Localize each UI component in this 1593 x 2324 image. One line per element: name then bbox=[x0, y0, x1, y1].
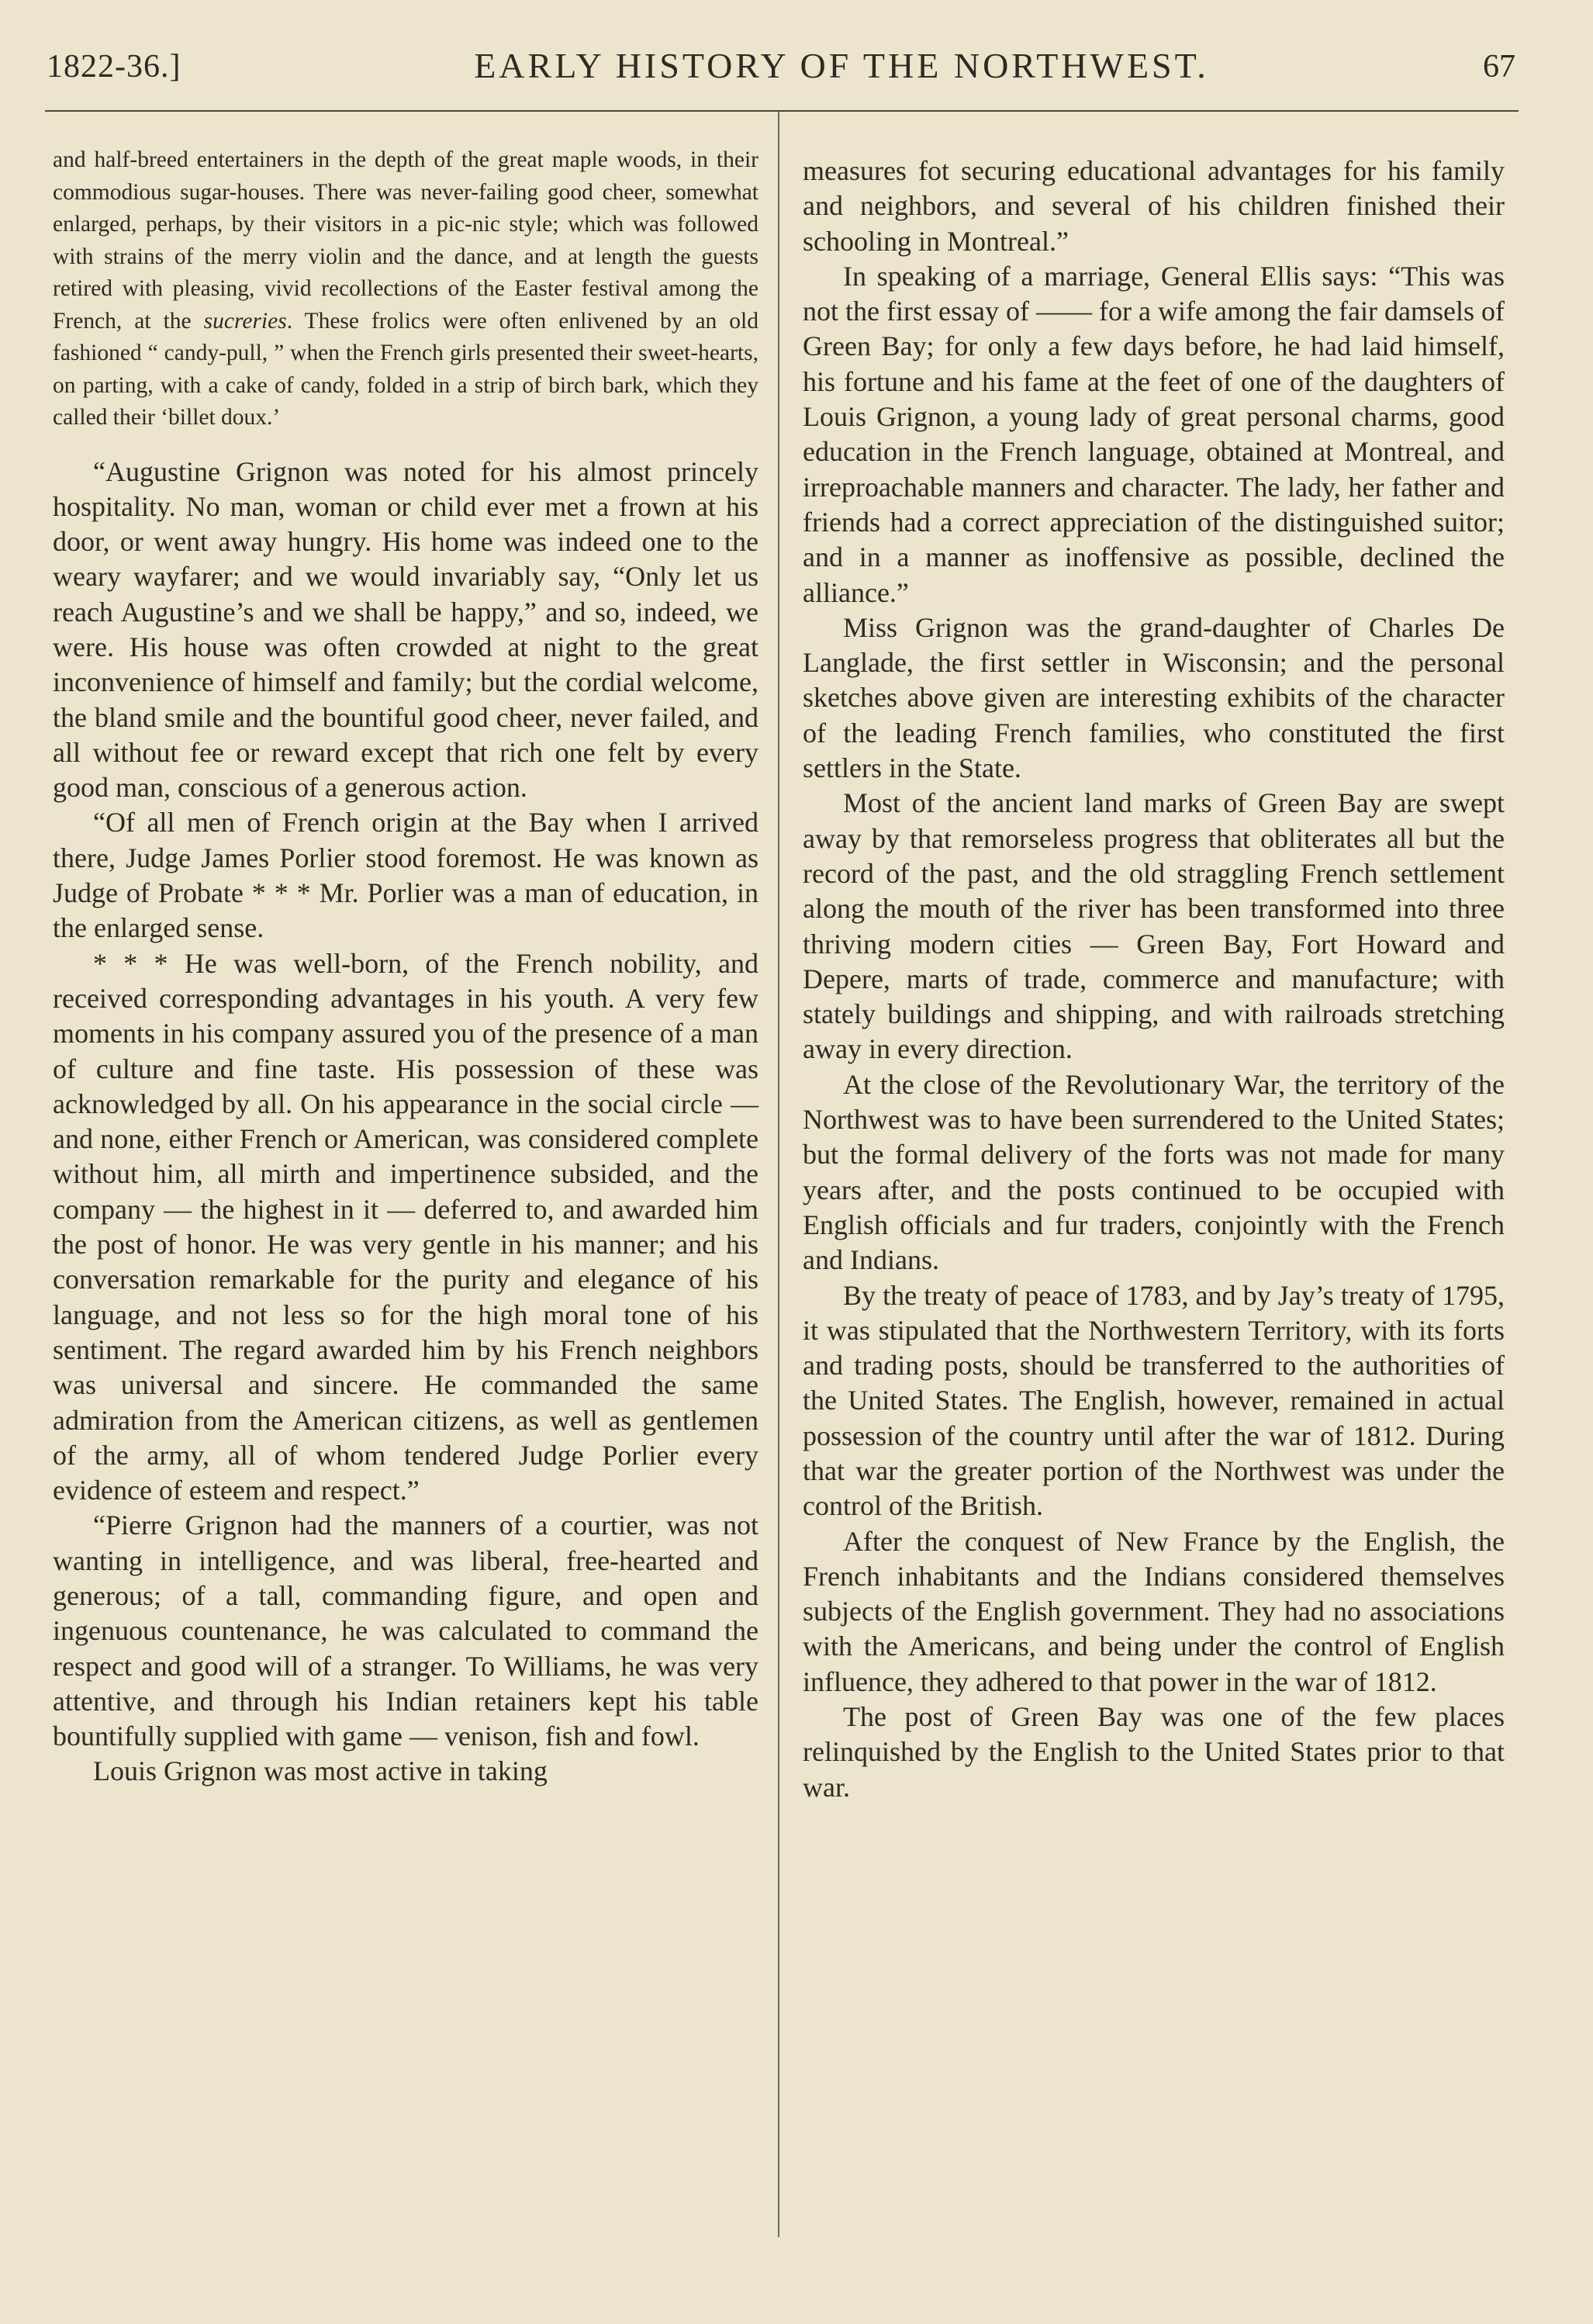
quotation-italic-term: sucreries bbox=[203, 308, 287, 334]
header-title: EARLY HISTORY OF THE NORTHWEST. bbox=[474, 46, 1209, 85]
running-header bbox=[47, 40, 1515, 95]
paragraph-continued: measures fot securing educational advantages for his family and neighbors, and several of his children finished their schooling in Montreal.” bbox=[803, 155, 1505, 257]
quotation-text: . These frolics were often enlivened by an old fashioned “ candy-pull, ” when the French girls presented their sweet-hearts, on parting, with a cake of candy, folded in a strip of birch bark, which they called their ‘billet doux.’ bbox=[53, 308, 758, 430]
paragraph: “Pierre Grignon had the manners of a courtier, was not wanting in intelligence, and was liberal, free-hearted and generous; of a tall, commanding figure, and open and ingenuous countenance, he was calculated to command the respect and good will of a stranger. To Williams, he was very attentive, and through his Indian retainers kept his table bountifully supplied with game — venison, fish and fowl. bbox=[53, 1510, 758, 1752]
quotation-paragraph bbox=[53, 144, 758, 434]
left-body-text bbox=[53, 455, 758, 1790]
paragraph: * * * He was well-born, of the French nobility, and received corresponding advantages in his youth. A very few moments in his company assured you of the presence of a man of culture and fine taste. His possession of these was acknowledged by all. On his appearance in the social circle — and none, either French or American, was considered complete without him, all mirth and impertinence subsided, and the company — the highest in it — deferred to, and awarded him the post of honor. He was very gentle in his manner; and his conversation remarkable for the purity and elegance of his language, and not less so for the high moral tone of his sentiment. The regard awarded him by his French neighbors was universal and sincere. He commanded the same admiration from the American citizens, as well as gentlemen of the army, all of whom tendered Judge Porlier every evidence of esteem and respect.” bbox=[53, 947, 758, 1506]
header-rule bbox=[45, 110, 1519, 112]
column-divider bbox=[778, 112, 779, 2237]
paragraph: Miss Grignon was the grand-daughter of Charles De Langlade, the first settler in Wisconsin; and the personal sketches above given are interesting exhibits of the character of the leading French families, who constituted the first settlers in the State. bbox=[803, 611, 1505, 784]
right-column bbox=[803, 154, 1505, 1805]
paragraph: “Of all men of French origin at the Bay when I arrived there, Judge James Porlier stood foremost. He was known as Judge of Probate * * * Mr. Porlier was a man of education, in the enlarged sense. bbox=[53, 807, 758, 944]
small-type-quotation bbox=[53, 144, 758, 434]
paragraph: Most of the ancient land marks of Green Bay are swept away by that remorseless progress that obliterates all but the record of the past, and the old straggling French settlement along the mouth of the river has been transformed into three thriving modern cities — Green Bay, Fort Howard and Depere, marts of trade, commerce and manufacture; with stately buildings and shipping, and with railroads stretching away in every direction. bbox=[803, 787, 1505, 1065]
paragraph: Louis Grignon was most active in taking bbox=[93, 1755, 548, 1787]
page-number: 67 bbox=[1483, 49, 1515, 85]
header-years: 1822-36.] bbox=[47, 49, 181, 85]
left-column bbox=[53, 144, 758, 1790]
paragraph: After the conquest of New France by the English, the French inhabitants and the Indians considered themselves subjects of the English government. They had no associations with the Americans, and being under the control of English influence, they adhered to that power in the war of 1812. bbox=[803, 1525, 1505, 1697]
paragraph: “Augustine Grignon was noted for his almost princely hospitality. No man, woman or child ever met a frown at his door, or went away hungry. His home was indeed one to the weary wayfarer; and we would invariably say, “Only let us reach Augustine’s and we shall be happy,” and so, indeed, we were. His house was often crowded at night to the great inconvenience of himself and family; but the cordial welcome, the bland smile and the bountiful good cheer, never failed, and all without fee or reward except that rich one felt by every good man, conscious of a generous action. bbox=[53, 455, 758, 804]
quotation-text: and half-breed entertainers in the depth of the great maple woods, in their commodious sugar-houses. There was never-failing good cheer, somewhat enlarged, perhaps, by their visitors in a pic-nic style; which was followed with strains of the merry violin and the dance, and at length the guests retired with pleasing, vivid recollections of the Easter festival among the French, at the bbox=[53, 147, 758, 334]
paragraph: In speaking of a marriage, General Ellis says: “This was not the first essay of —— for a wife among the fair damsels of Green Bay; for only a few days before, he had laid himself, his fortune and his fame at the feet of one of the daughters of Louis Grignon, a young lady of great personal charms, good education in the French language, obtained at Montreal, and irreproachable manners and character. The lady, her father and friends had a correct appreciation of the distinguished suitor; and in a manner as inoffensive as possible, declined the alliance.” bbox=[803, 260, 1505, 608]
paragraph: The post of Green Bay was one of the few places relinquished by the English to the United States prior to that war. bbox=[803, 1701, 1505, 1803]
paragraph: By the treaty of peace of 1783, and by Jay’s treaty of 1795, it was stipulated that the Northwestern Territory, with its forts and trading posts, should be transferred to the authorities of the United States. The English, however, remained in actual possession of the country until after the war of 1812. During that war the greater portion of the Northwest was under the control of the British. bbox=[803, 1279, 1505, 1522]
paragraph: At the close of the Revolutionary War, the territory of the Northwest was to have been surrendered to the United States; but the formal delivery of the forts was not made for many years after, and the posts continued to be occupied with English officials and fur traders, conjointly with the French and Indians. bbox=[803, 1068, 1505, 1276]
